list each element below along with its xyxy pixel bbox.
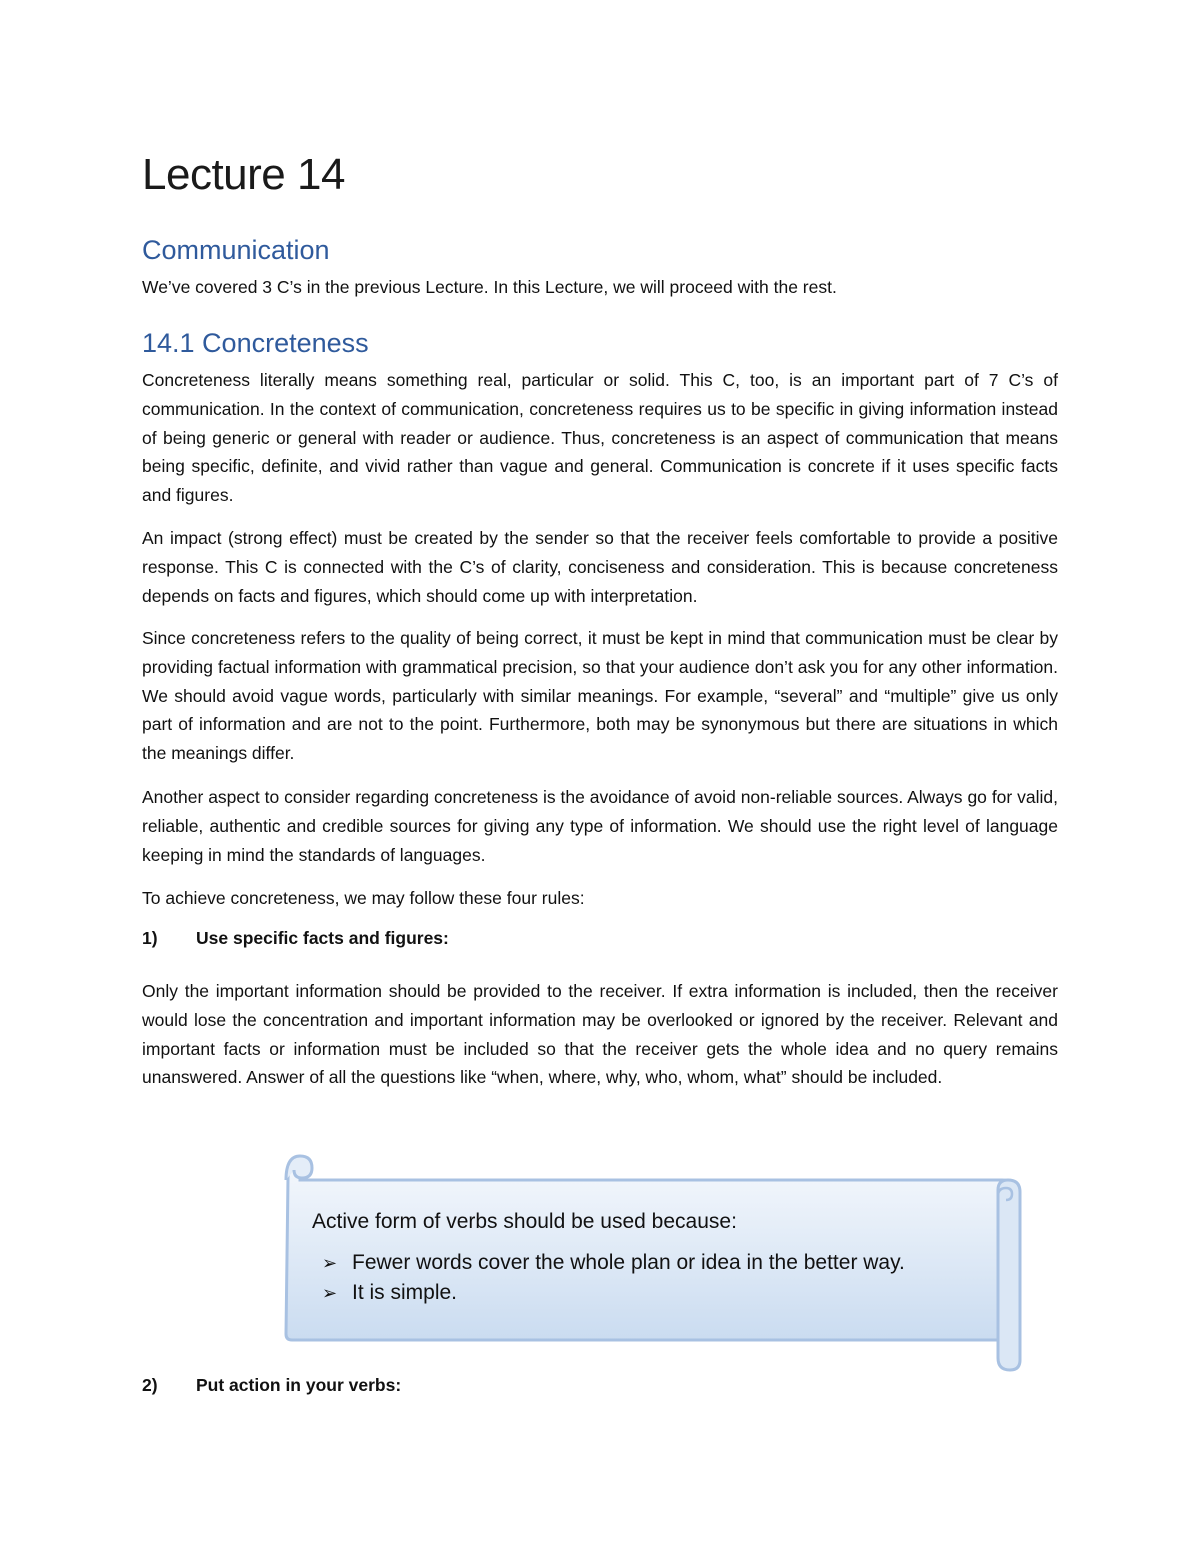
section-heading: Communication bbox=[142, 235, 330, 265]
paragraph-3: Since concreteness refers to the quality of being correct, it must be kept in mind that communication must be clear by providing factual information with grammatical precision, so that your audience don’t ask you for any other information. We should avoid vague words, particularly with similar meanings. For example, “several” and “multiple” give us only part of information and are not to the point. Furthermore, both may be synonymous but there are situations in which the meanings differ. bbox=[142, 628, 1058, 764]
paragraph-4: Another aspect to consider regarding concreteness is the avoidance of avoid non-reliable sources. Always go for valid, reliable, authentic and credible sources for giving any type of information. We should use the right level of language keeping in mind the standards of languages. bbox=[142, 787, 1058, 865]
callout-scroll bbox=[282, 1150, 1027, 1372]
rule-1-heading bbox=[142, 928, 449, 949]
page-title: Lecture 14 bbox=[142, 150, 345, 199]
paragraph-5: To achieve concreteness, we may follow these four rules: bbox=[142, 888, 585, 908]
callout-heading: Active form of verbs should be used because: bbox=[312, 1210, 737, 1233]
rule-2-label: Put action in your verbs: bbox=[196, 1375, 402, 1395]
rule-1-number: 1) bbox=[142, 928, 158, 948]
intro-paragraph: We’ve covered 3 C’s in the previous Lecture. In this Lecture, we will proceed with the rest. bbox=[142, 277, 837, 297]
callout-content bbox=[312, 1210, 1002, 1308]
arrow-bullet-icon: ➢ bbox=[322, 1283, 338, 1303]
arrow-bullet-icon: ➢ bbox=[322, 1253, 338, 1273]
paragraph-2: An impact (strong effect) must be created by the sender so that the receiver feels comfortable to provide a positive response. This C is connected with the C’s of clarity, conciseness and consideration. This is because concreteness depends on facts and figures, which should come up with interpretation. bbox=[142, 528, 1058, 606]
callout-bullet bbox=[312, 1248, 1002, 1278]
callout-bullet-text: Fewer words cover the whole plan or idea in the better way. bbox=[352, 1251, 905, 1274]
subsection-heading: 14.1 Concreteness bbox=[142, 328, 369, 358]
rule-2-number: 2) bbox=[142, 1375, 158, 1395]
paragraph-1: Concreteness literally means something real, particular or solid. This C, too, is an important part of 7 C’s of communication. In the context of communication, concreteness requires us to be specific in giving information instead of being generic or general with reader or audience. Thus, concreteness is an aspect of communication that means being specific, definite, and vivid rather than vague and general. Communication is concrete if it uses specific facts and figures. bbox=[142, 370, 1058, 506]
rule-1-paragraph: Only the important information should be provided to the receiver. If extra information is included, then the receiver would lose the concentration and important information may be overlooked or ignored by the receiver. Relevant and important facts or information must be included so that the receiver gets the whole idea and no query remains unanswered. Answer of all the questions like “when, where, why, who, whom, what” should be included. bbox=[142, 981, 1058, 1088]
rule-1-label: Use specific facts and figures: bbox=[196, 928, 449, 948]
rule-2-heading bbox=[142, 1375, 401, 1396]
callout-bullet bbox=[312, 1278, 1002, 1308]
callout-bullet-text: It is simple. bbox=[352, 1281, 458, 1304]
